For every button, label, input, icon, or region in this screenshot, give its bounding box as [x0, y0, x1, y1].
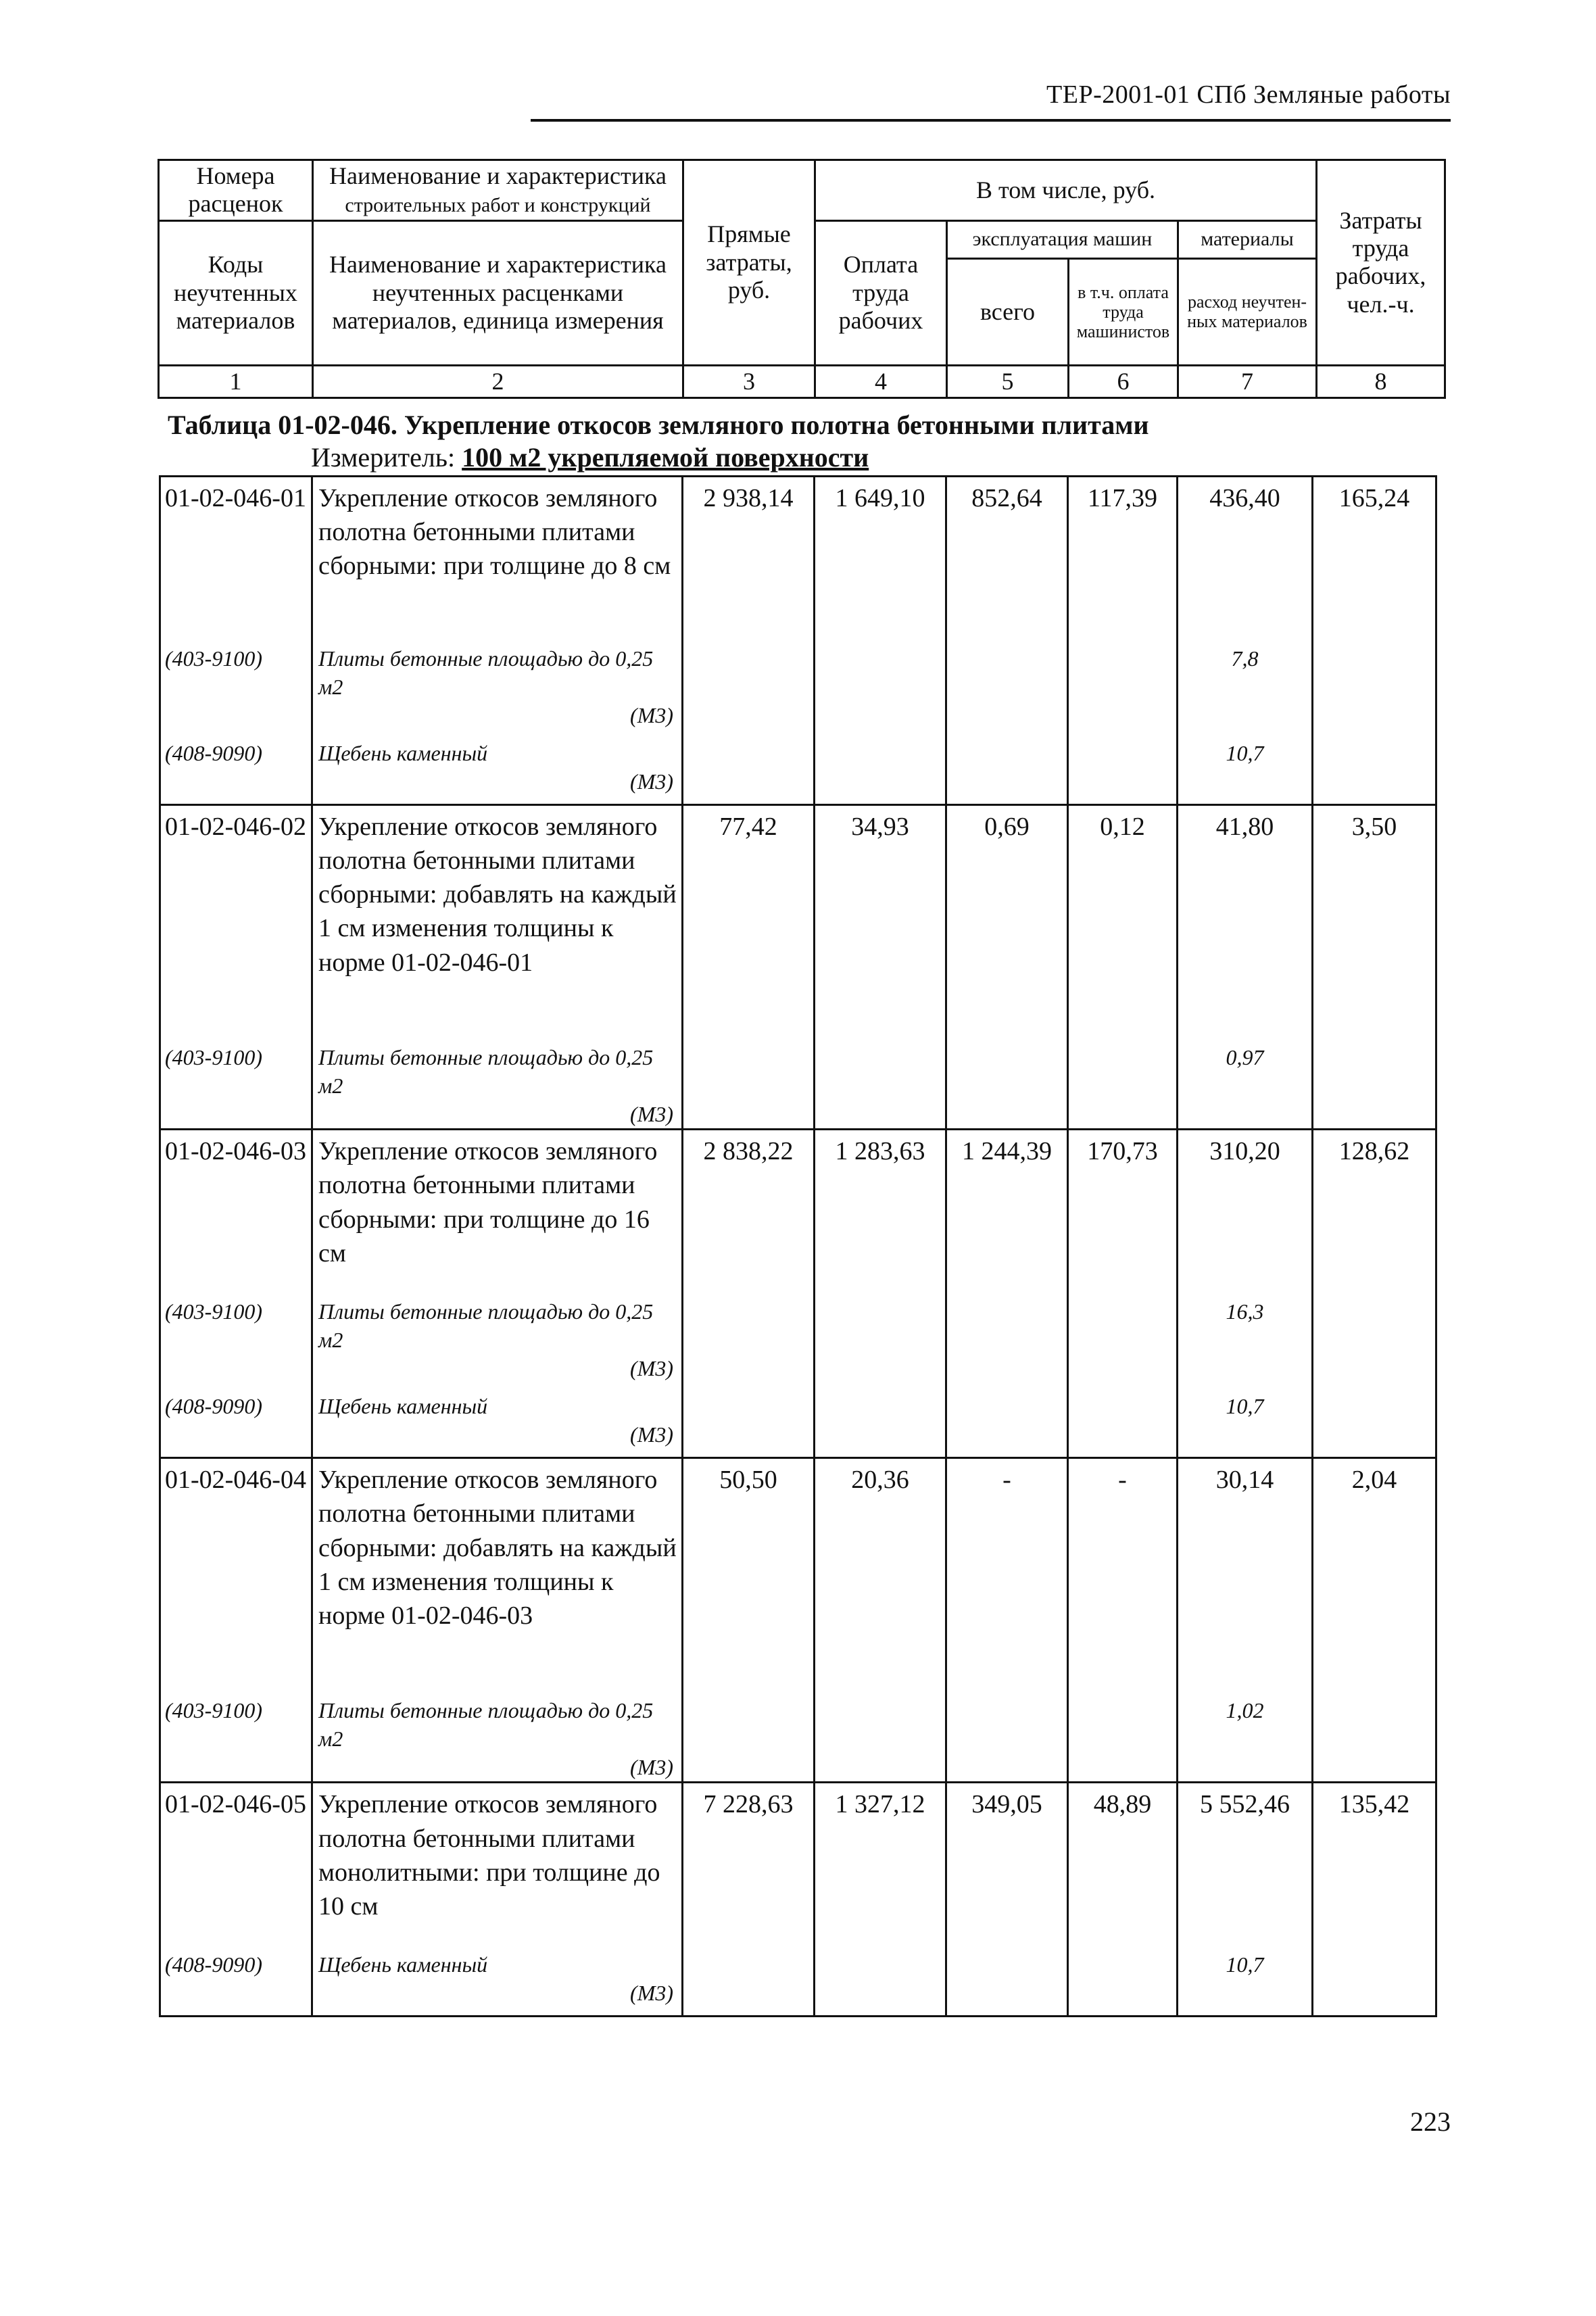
- material-code: (403-9100): [160, 1688, 312, 1783]
- col4-header: Оплата труда рабочих: [815, 220, 947, 365]
- col2-top-header: Наименование и характеристика строительных работ и конструкций: [313, 160, 683, 221]
- direct-cost: 7 228,63: [683, 1783, 815, 1942]
- material-row: [160, 1289, 1436, 1384]
- material-name: Плиты бетонные площадью до 0,25 м2: [318, 1697, 654, 1751]
- material-unit: (М3): [630, 1356, 673, 1381]
- rate-name: Укрепление откосов земляного полотна бетонными плитами сборными: при толщине до 16 см: [312, 1130, 683, 1289]
- col2-bottom-header: Наименование и характеристика неучтенных расценками материалов, единица измерения: [313, 220, 683, 365]
- rate-name: Укрепление откосов земляного полотна бетонными плитами сборными: добавлять на каждый 1 см изменения толщины к норме 01-02-046-03: [312, 1458, 683, 1688]
- material-code: (403-9100): [160, 636, 312, 731]
- machinist-cost: -: [1068, 1458, 1178, 1688]
- materials-cost: 310,20: [1178, 1130, 1313, 1289]
- rate-code: 01-02-046-03: [160, 1130, 312, 1289]
- material-row: [160, 731, 1436, 805]
- labor-cost: 1 649,10: [815, 477, 946, 636]
- labor-cost: 20,36: [815, 1458, 946, 1688]
- labor-hours: 2,04: [1313, 1458, 1436, 1688]
- labor-hours: 135,42: [1313, 1783, 1436, 1942]
- material-row: [160, 636, 1436, 731]
- labor-cost: 1 283,63: [815, 1130, 946, 1289]
- material-qty: 10,7: [1178, 1384, 1313, 1458]
- labor-cost: 34,93: [815, 805, 946, 1035]
- material-name: Щебень каменный: [318, 1393, 488, 1418]
- rate-code: 01-02-046-01: [160, 477, 312, 636]
- material-unit: (М3): [630, 1981, 673, 2006]
- machine-cost: 1 244,39: [946, 1130, 1068, 1289]
- col-number: 1: [159, 365, 313, 397]
- materials-cost: 30,14: [1178, 1458, 1313, 1688]
- material-code: (408-9090): [160, 731, 312, 805]
- table-row: [160, 1130, 1436, 1289]
- table-row: [160, 477, 1436, 636]
- material-code: (403-9100): [160, 1035, 312, 1130]
- materials-cost: 41,80: [1178, 805, 1313, 1035]
- col5-header: всего: [947, 258, 1069, 365]
- rates-table: [159, 475, 1437, 2017]
- machine-cost: 0,69: [946, 805, 1068, 1035]
- materials-cost: 436,40: [1178, 477, 1313, 636]
- material-qty: 10,7: [1178, 731, 1313, 805]
- labor-hours: 165,24: [1313, 477, 1436, 636]
- group-header: В том числе, руб.: [815, 160, 1317, 221]
- table-title: Таблица 01-02-046. Укрепление откосов земляного полотна бетонными плитами: [168, 410, 1149, 440]
- col6-header: в т.ч. оплата труда машинистов: [1069, 258, 1178, 365]
- col1-bottom-header: Коды неучтенных материалов: [159, 220, 313, 365]
- running-header: ТЕР-2001-01 СПб Земляные работы: [1046, 80, 1451, 109]
- material-name: Плиты бетонные площадью до 0,25 м2: [318, 646, 654, 699]
- table-row: [160, 1783, 1436, 1942]
- col-number: 7: [1178, 365, 1317, 397]
- col1-top-header: Номера расценок: [159, 160, 313, 221]
- column-header-table: [158, 159, 1446, 399]
- machinist-cost: 170,73: [1068, 1130, 1178, 1289]
- col-number: 8: [1317, 365, 1445, 397]
- direct-cost: 50,50: [683, 1458, 815, 1688]
- machinist-cost: 117,39: [1068, 477, 1178, 636]
- col3-header: Прямые затраты, руб.: [683, 160, 815, 366]
- material-qty: 0,97: [1178, 1035, 1313, 1130]
- material-qty: 7,8: [1178, 636, 1313, 731]
- material-code: (403-9100): [160, 1289, 312, 1384]
- labor-hours: 3,50: [1313, 805, 1436, 1035]
- direct-cost: 2 838,22: [683, 1130, 815, 1289]
- material-unit: (М3): [630, 769, 673, 794]
- material-name: Щебень каменный: [318, 740, 488, 765]
- rate-name: Укрепление откосов земляного полотна бетонными плитами сборными: добавлять на каждый 1 см изменения толщины к норме 01-02-046-01: [312, 805, 683, 1035]
- material-name: Плиты бетонные площадью до 0,25 м2: [318, 1299, 654, 1352]
- material-unit: (М3): [630, 1422, 673, 1447]
- header-rule: [531, 119, 1451, 122]
- col-number: 6: [1069, 365, 1178, 397]
- material-qty: 10,7: [1178, 1942, 1313, 2017]
- material-unit: (М3): [630, 1755, 673, 1780]
- rate-name: Укрепление откосов земляного полотна бетонными плитами сборными: при толщине до 8 см: [312, 477, 683, 636]
- col8-header: Затраты труда рабочих, чел.-ч.: [1317, 160, 1445, 366]
- machines-header: эксплуатация машин: [947, 220, 1178, 258]
- col-number: 2: [313, 365, 683, 397]
- material-name: Щебень каменный: [318, 1952, 488, 1977]
- rate-code: 01-02-046-05: [160, 1783, 312, 1942]
- material-row: [160, 1688, 1436, 1783]
- rate-name: Укрепление откосов земляного полотна бетонными плитами монолитными: при толщине до 10 см: [312, 1783, 683, 1942]
- rate-code: 01-02-046-04: [160, 1458, 312, 1688]
- material-code: (408-9090): [160, 1942, 312, 2017]
- material-code: (408-9090): [160, 1384, 312, 1458]
- machine-cost: -: [946, 1458, 1068, 1688]
- rate-code: 01-02-046-02: [160, 805, 312, 1035]
- machine-cost: 852,64: [946, 477, 1068, 636]
- materials-header: материалы: [1178, 220, 1317, 258]
- material-row: [160, 1942, 1436, 2017]
- material-qty: 16,3: [1178, 1289, 1313, 1384]
- col-number: 4: [815, 365, 947, 397]
- page-number: 223: [1410, 2106, 1451, 2137]
- labor-hours: 128,62: [1313, 1130, 1436, 1289]
- machinist-cost: 0,12: [1068, 805, 1178, 1035]
- material-unit: (М3): [630, 702, 673, 727]
- machine-cost: 349,05: [946, 1783, 1068, 1942]
- table-row: [160, 1458, 1436, 1688]
- material-row: [160, 1384, 1436, 1458]
- materials-cost: 5 552,46: [1178, 1783, 1313, 1942]
- direct-cost: 77,42: [683, 805, 815, 1035]
- material-name: Плиты бетонные площадью до 0,25 м2: [318, 1044, 654, 1098]
- labor-cost: 1 327,12: [815, 1783, 946, 1942]
- machinist-cost: 48,89: [1068, 1783, 1178, 1942]
- col7-header: расход неучтен-ных материалов: [1178, 258, 1317, 365]
- table-measure: Измеритель: 100 м2 укрепляемой поверхности: [311, 442, 869, 473]
- material-row: [160, 1035, 1436, 1130]
- col-number: 3: [683, 365, 815, 397]
- material-unit: (М3): [630, 1101, 673, 1126]
- material-qty: 1,02: [1178, 1688, 1313, 1783]
- col-number: 5: [947, 365, 1069, 397]
- table-row: [160, 805, 1436, 1035]
- direct-cost: 2 938,14: [683, 477, 815, 636]
